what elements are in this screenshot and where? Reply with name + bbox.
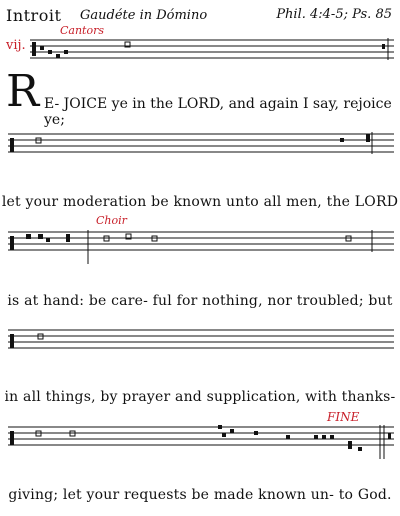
staff-5 [8, 425, 394, 461]
scripture-reference: Phil. 4:4-5; Ps. 85 [276, 7, 392, 22]
chant-title: Introit [6, 6, 62, 25]
choir-label: Choir [96, 214, 127, 227]
lyric-line-1: E- JOICE ye in the LORD, and again I say, rejoice ye; [44, 96, 392, 128]
lyric-line-5: giving; let your requests be made known un- to God. [8, 487, 392, 503]
fine-label: FINE [327, 410, 360, 424]
lyric-line-4: in all things, by prayer and supplication, with thanks- [4, 389, 396, 405]
cantors-label: Cantors [60, 24, 105, 37]
drop-capital: R [6, 66, 40, 117]
staff-1 [30, 38, 394, 62]
staff-4 [8, 328, 394, 352]
staff-3 [8, 230, 394, 266]
lyric-line-3: is at hand: be care- ful for nothing, nor troubled; but [7, 293, 393, 309]
staff-2 [8, 132, 394, 156]
mode-label: vij. [6, 38, 26, 53]
lyric-line-2: let your moderation be known unto all men, the LORD [1, 194, 399, 210]
chant-subtitle: Gaudéte in Dómino [80, 8, 208, 23]
